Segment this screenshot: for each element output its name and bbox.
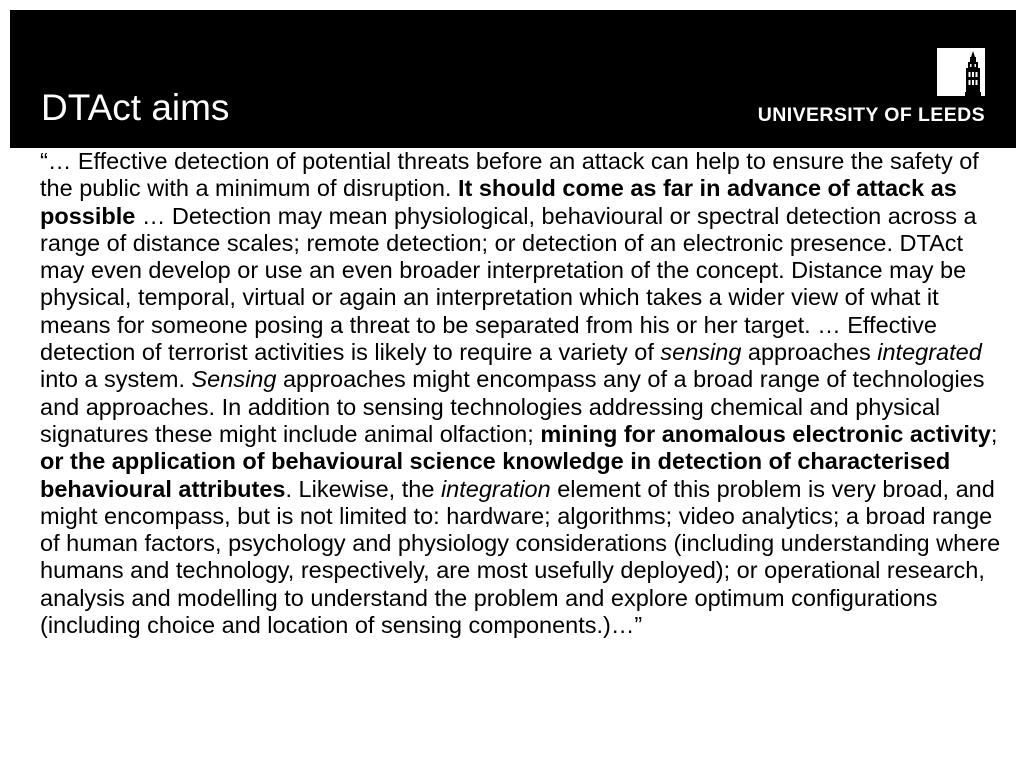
quote-italic-segment: integrated	[877, 339, 982, 366]
quote-bold-segment: or the application of behavioural science knowledge in detection of characterised behavioural attributes	[40, 448, 951, 502]
quote-italic-segment: sensing	[660, 339, 742, 366]
quote-segment: element of this problem is very broad, and might encompass, but is not limited to: hardware; algorithms; video analytics; a broad range of human factors, psychology and physiology considerations (including understanding where humans and technology, respectively, are most usefully deployed); or operational research, analysis and modelling to understand the problem and explore optimum configurations (including choice and location of sensing components.)…”	[40, 475, 1001, 639]
quote-segment: into a system.	[40, 366, 192, 393]
quote-segment: approaches	[741, 339, 878, 366]
quote-segment: approaches might encompass any of a broad range of technologies and approaches. In addition to sensing technologies addressing chemical and physical signatures these might include animal olfaction;	[40, 366, 985, 447]
tower-icon	[937, 48, 985, 96]
quote-segment: ;	[990, 420, 998, 447]
quote-bold-segment: mining for anomalous electronic activity	[540, 420, 991, 447]
slide-header	[10, 10, 1016, 148]
quote-bold-segment: It should come as far in advance of attack as possible	[40, 175, 957, 229]
logo-wordmark: UNIVERSITY OF LEEDS	[757, 104, 985, 126]
quote-italic-segment: Sensing	[191, 366, 277, 393]
quote-segment: “… Effective detection of potential threats before an attack can help to ensure the safety of the public with a minimum of disruption.	[40, 148, 979, 202]
slide-title: DTAct aims	[41, 87, 230, 128]
quote-segment: . Likewise, the	[285, 475, 441, 502]
university-logo	[725, 48, 985, 126]
quote-segment: … Detection may mean physiological, behavioural or spectral detection across a range of distance scales; remote detection; or detection of an electronic presence. DTAct may even develop or use an even broader interpretation of the concept. Distance may be physical, temporal, virtual or again an interpretation which takes a wider view of what it means for someone posing a threat to be separated from his or her target. … Effective detection of terrorist activities is likely to require a variety of	[40, 202, 977, 366]
quote-italic-segment: integration	[440, 475, 551, 502]
quote-paragraph	[40, 148, 1012, 639]
